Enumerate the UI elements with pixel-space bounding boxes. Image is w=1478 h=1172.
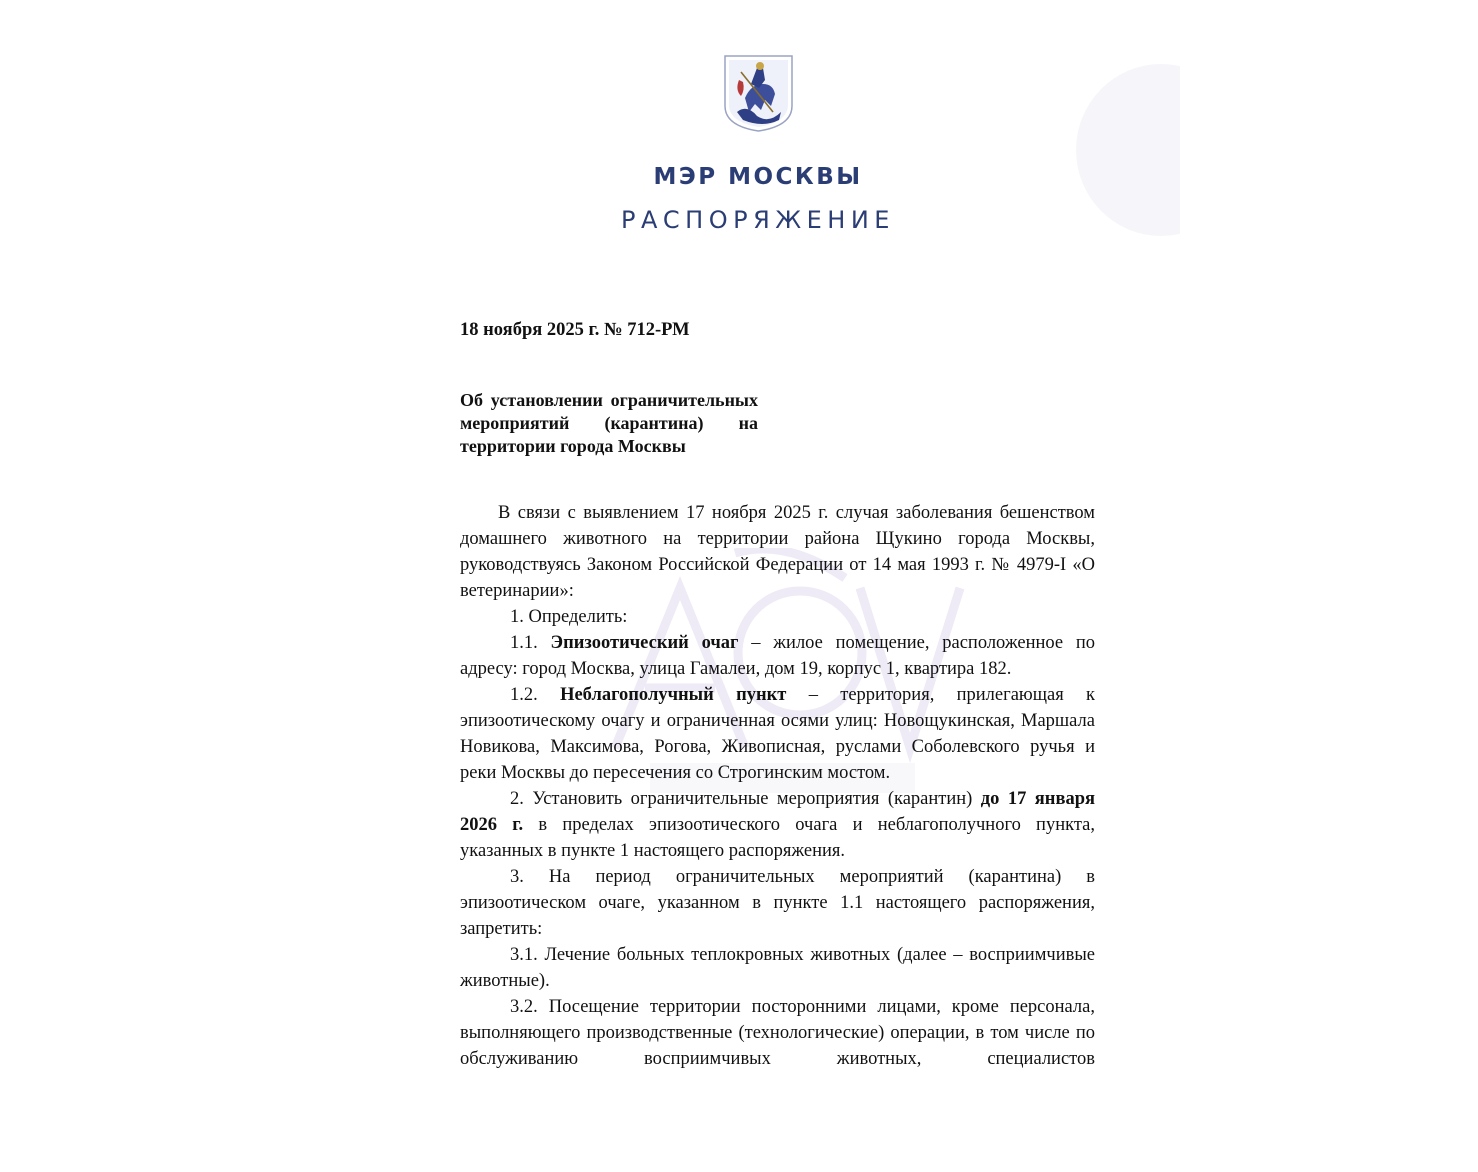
document-body (460, 500, 1095, 1072)
clause-text: – территория, прилегающая к эпизоотическому очагу и ограниченная осями улиц: Новощукинская, Маршала Новикова, Максимова, Рогова, Живописная, руслами Соболевского ручья и реки Москвы до пересечения со Строгинским мостом. (460, 685, 1096, 783)
clause-3-2: 3.2. Посещение территории посторонними лицами, кроме персонала, выполняющего производственные (технологические) операции, в том числе по обслуживанию восприимчивых животных, специалистов (460, 997, 1095, 1069)
clause-1-2 (460, 682, 1095, 786)
clause-number: 1.1. (510, 633, 551, 653)
clause-1: 1. Определить: (510, 607, 628, 627)
clause-number: 1.2. (510, 685, 561, 705)
clause-3-1: 3.1. Лечение больных теплокровных животных (далее – восприимчивые животные). (460, 945, 1095, 991)
clause-text: 2. Установить ограничительные мероприятия (карантин) (510, 789, 981, 809)
quarantine-end-date: до 17 января 2026 г. (460, 789, 1096, 835)
clause-1-1 (460, 630, 1095, 682)
document-type: РАСПОРЯЖЕНИЕ (621, 206, 895, 234)
clause-text: – жилое помещение, расположенное по адресу: город Москва, улица Гамалеи, дом 19, корпус 1, квартира 182. (460, 633, 1096, 679)
clause-text: в пределах эпизоотического очага и неблагополучного пункта, указанных в пункте 1 настоящего распоряжения. (460, 815, 1095, 861)
title-line: мероприятий (карантина) на (460, 413, 758, 433)
document-date-number: 18 ноября 2025 г. № 712-РМ (460, 320, 690, 340)
term-unfavorable-point: Неблагополучный пункт (560, 685, 787, 705)
moscow-coat-of-arms-icon (723, 54, 794, 132)
title-line: Об установлении ограничительных (460, 390, 758, 410)
mayor-title: МЭР МОСКВЫ (653, 164, 863, 190)
clause-2 (460, 786, 1095, 864)
document-title (460, 389, 758, 458)
clause-3: 3. На период ограничительных мероприятий (карантина) в эпизоотическом очаге, указанном в пункте 1.1 настоящего распоряжения, запретить: (460, 867, 1095, 939)
title-line: территории города Москвы (460, 436, 686, 456)
term-epizootic-focus: Эпизоотический очаг (550, 633, 739, 653)
preamble-paragraph: В связи с выявлением 17 ноября 2025 г. случая заболевания бешенством домашнего животного на территории района Щукино города Москвы, руководствуясь Законом Российской Федерации от 14 мая 1993 г. № 4979-I «О ветеринарии»: (460, 503, 1095, 601)
